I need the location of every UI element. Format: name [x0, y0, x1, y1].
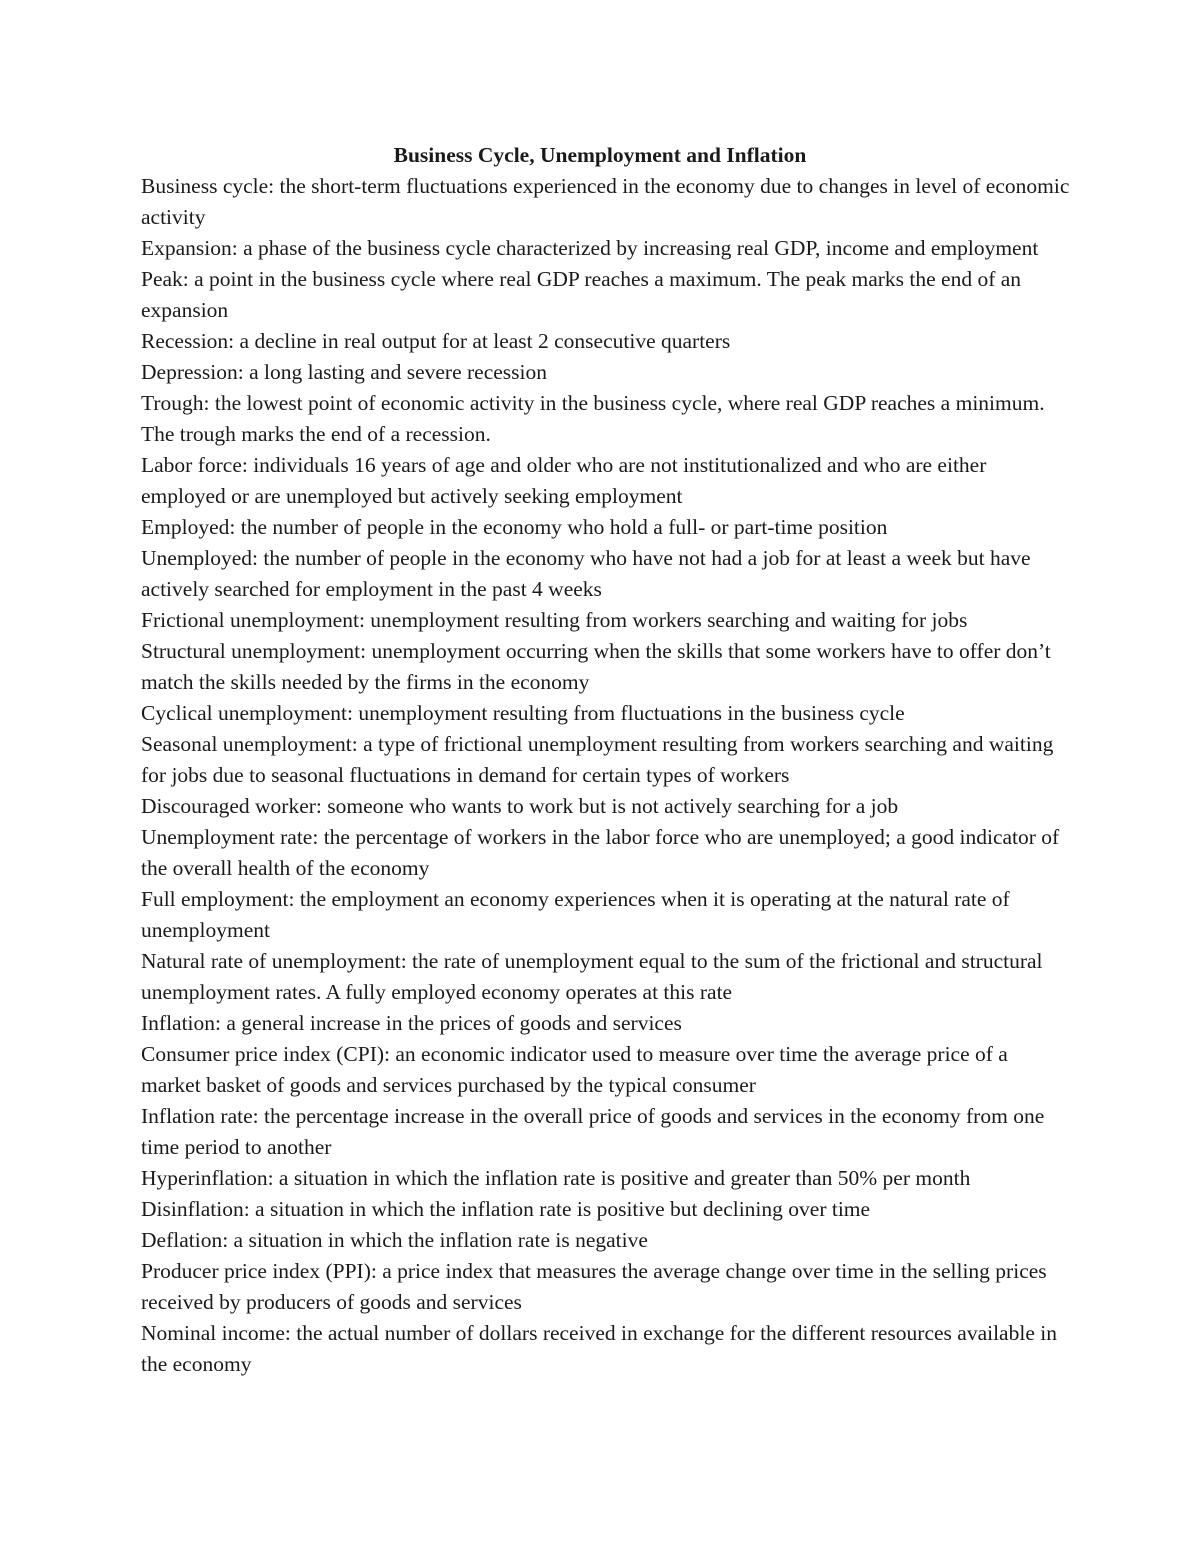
glossary-entry-labor-force: Labor force: individuals 16 years of age and older who are not institutionalized and who are either employed or are unemployed but actively seeking employment: [141, 453, 987, 508]
glossary-entry-inflation-rate: Inflation rate: the percentage increase in the overall price of goods and services in the economy from one time period to another: [141, 1104, 1045, 1159]
glossary-entry-unemployed: Unemployed: the number of people in the economy who have not had a job for at least a week but have actively searched for employment in the past 4 weeks: [141, 546, 1031, 601]
glossary-entry-peak: Peak: a point in the business cycle where real GDP reaches a maximum. The peak marks the end of an expansion: [141, 267, 1022, 322]
glossary-entry-cyclical-unemployment: Cyclical unemployment: unemployment resulting from fluctuations in the business cycle: [141, 701, 905, 725]
glossary-entry-seasonal-unemployment: Seasonal unemployment: a type of frictional unemployment resulting from workers searching and waiting for jobs due to seasonal fluctuations in demand for certain types of workers: [141, 732, 1054, 787]
glossary-entry-producer-price-index: Producer price index (PPI): a price index that measures the average change over time in the selling prices received by producers of goods and services: [141, 1259, 1047, 1314]
glossary-entry-consumer-price-index: Consumer price index (CPI): an economic indicator used to measure over time the average price of a market basket of goods and services purchased by the typical consumer: [141, 1042, 1008, 1097]
glossary-entry-inflation: Inflation: a general increase in the prices of goods and services: [141, 1011, 682, 1035]
glossary-entry-nominal-income: Nominal income: the actual number of dollars received in exchange for the different resources available in the economy: [141, 1321, 1057, 1376]
glossary-entry-recession: Recession: a decline in real output for at least 2 consecutive quarters: [141, 329, 731, 353]
glossary-entry-discouraged-worker: Discouraged worker: someone who wants to work but is not actively searching for a job: [141, 794, 899, 818]
glossary-entry-unemployment-rate: Unemployment rate: the percentage of workers in the labor force who are unemployed; a good indicator of the overall health of the economy: [141, 825, 1060, 880]
glossary-entry-full-employment: Full employment: the employment an economy experiences when it is operating at the natural rate of unemployment: [141, 887, 1010, 942]
glossary-entry-trough: Trough: the lowest point of economic activity in the business cycle, where real GDP reaches a minimum. The trough marks the end of a recession.: [141, 391, 1045, 446]
glossary-entry-disinflation: Disinflation: a situation in which the inflation rate is positive but declining over time: [141, 1197, 871, 1221]
glossary-list: [141, 171, 1071, 1380]
glossary-entry-frictional-unemployment: Frictional unemployment: unemployment resulting from workers searching and waiting for jobs: [141, 608, 968, 632]
glossary-entry-hyperinflation: Hyperinflation: a situation in which the inflation rate is positive and greater than 50% per month: [141, 1166, 971, 1190]
glossary-entry-business-cycle: Business cycle: the short-term fluctuations experienced in the economy due to changes in level of economic activity: [141, 174, 1070, 229]
glossary-entry-depression: Depression: a long lasting and severe recession: [141, 360, 547, 384]
glossary-entry-deflation: Deflation: a situation in which the inflation rate is negative: [141, 1228, 648, 1252]
glossary-entry-employed: Employed: the number of people in the economy who hold a full- or part-time position: [141, 515, 888, 539]
glossary-entry-natural-rate-of-unemployment: Natural rate of unemployment: the rate of unemployment equal to the sum of the frictional and structural unemployment rates. A fully employed economy operates at this rate: [141, 949, 1043, 1004]
glossary-entry-structural-unemployment: Structural unemployment: unemployment occurring when the skills that some workers have to offer don’t match the skills needed by the firms in the economy: [141, 639, 1051, 694]
document-title: Business Cycle, Unemployment and Inflation: [393, 143, 807, 167]
glossary-entry-expansion: Expansion: a phase of the business cycle characterized by increasing real GDP, income and employment: [141, 236, 1039, 260]
